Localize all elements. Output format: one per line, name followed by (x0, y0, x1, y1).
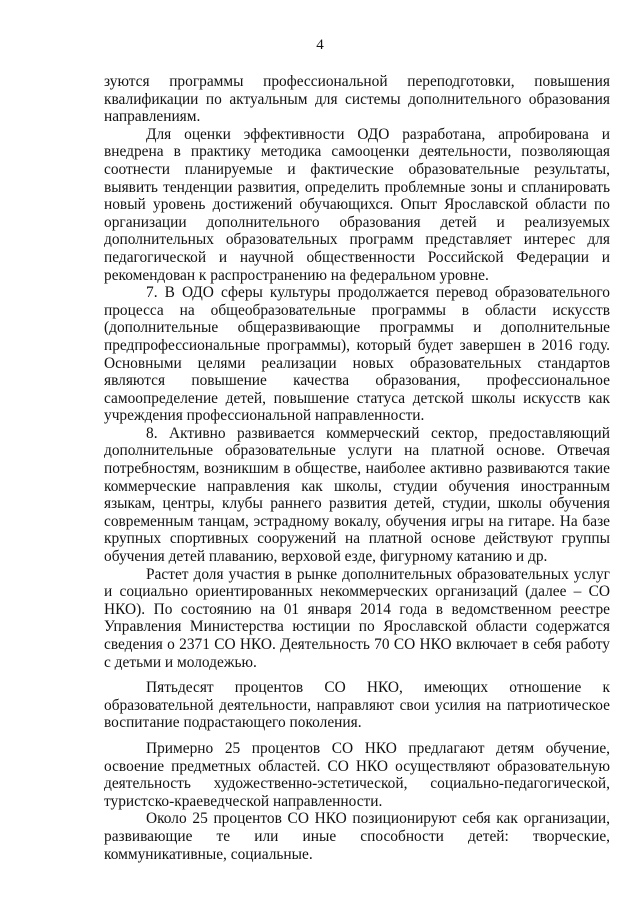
paragraph-twenty-five-percent-education: Примерно 25 процентов СО НКО предлагают детям обучение, освоение предметных областей. СО НКО осуществляют образовательную деятельность художественно-эстетической, социально-педагогической, туристско-краеведческой направленности. (104, 739, 610, 810)
paragraph-continuation: зуются программы профессиональной переподготовки, повышения квалификации по актуальным для системы дополнительного образования направлениям. (104, 73, 610, 126)
paragraph-item-8: 8. Активно развивается коммерческий сектор, предоставляющий дополнительные образовательные услуги на платной основе. Отвечая потребностям, возникшим в обществе, наиболее активно развиваются такие коммерческие направления как школы, студии обучения иностранным языкам, центры, клубы раннего развития детей, студии, школы обучения современным танцам, эстрадному вокалу, обучения игры на гитаре. На базе крупных спортивных сооружений на платной основе действуют группы обучения детей плаванию, верховой езде, фигурному катанию и др. (104, 424, 610, 566)
document-body (104, 73, 610, 863)
paragraph-item-7: 7. В ОДО сферы культуры продолжается перевод образовательного процесса на общеобразовательные программы в области искусств (дополнительные общеразвивающие программы и дополнительные предпрофессиональные программы), который будет завершен в 2016 году. Основными целями реализации новых образовательных стандартов являются повышение качества образования, профессиональное самоопределение детей, повышение статуса детской школы искусств как учреждения профессиональной направленности. (104, 284, 610, 425)
paragraph-so-nko-share: Растет доля участия в рынке дополнительных образовательных услуг и социально ориентированных некоммерческих организаций (далее – СО НКО). По состоянию на 01 января 2014 года в ведомственном реестре Управления Министерства юстиции по Ярославской области содержатся сведения о 2371 СО НКО. Деятельность 70 СО НКО включает в себя работу с детьми и молодежью. (104, 565, 610, 671)
paragraph-evaluation-method: Для оценки эффективности ОДО разработана, апробирована и внедрена в практику методика самооценки деятельности, позволяющая соотнести планируемые и фактические образовательные результаты, выявить тенденции развития, определить проблемные зоны и спланировать новый уровень достижений обучающихся. Опыт Ярославской области по организации дополнительного образования детей и реализуемых дополнительных образовательных программ представляет интерес для педагогической и научной общественности Российской Федерации и рекомендован к распространению на федеральном уровне. (104, 125, 610, 284)
page-number: 4 (316, 37, 324, 53)
paragraph-twenty-five-percent-abilities: Около 25 процентов СО НКО позиционируют себя как организации, развивающие те или иные способности детей: творческие, коммуникативные, социальные. (104, 810, 610, 863)
paragraph-fifty-percent: Пятьдесят процентов СО НКО, имеющих отношение к образовательной деятельности, направляют свои усилия на патриотическое воспитание подрастающего поколения. (104, 679, 610, 732)
